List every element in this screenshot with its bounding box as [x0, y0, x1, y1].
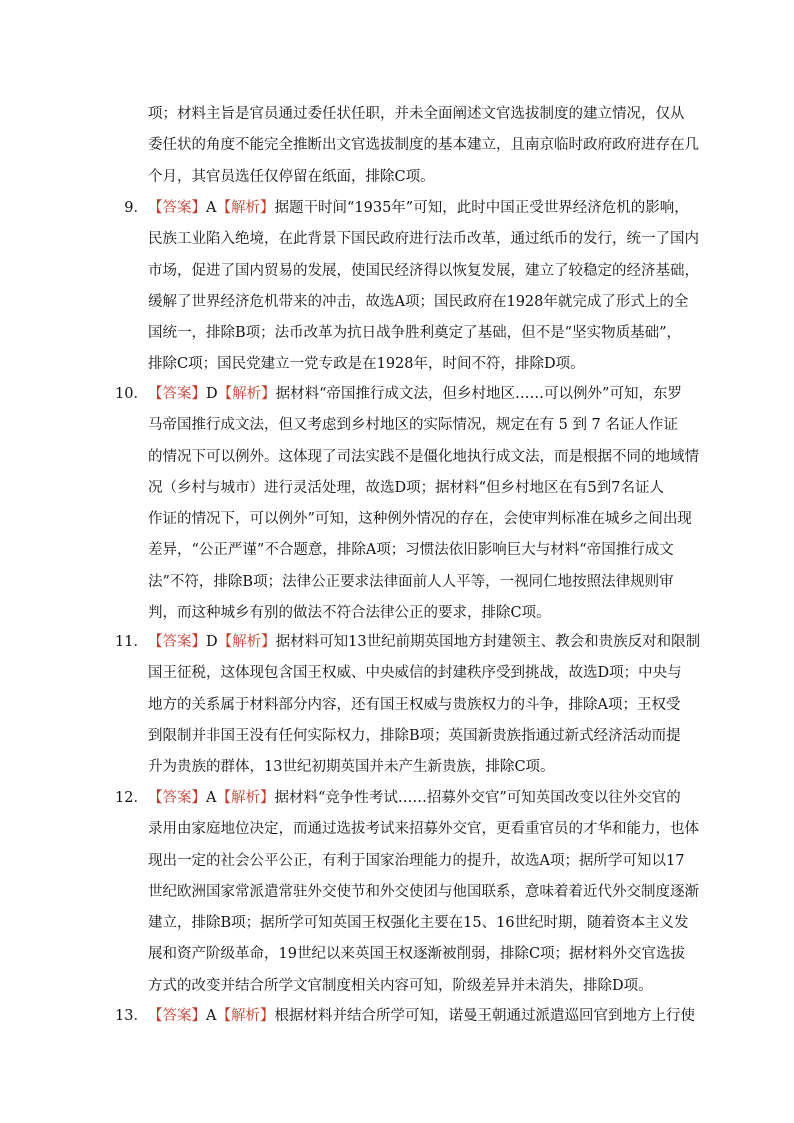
- answer-item-9: [124, 193, 699, 381]
- text-line: 建立，排除B项；据所学可知英国王权强化主要在15、16世纪时期，随着资本主义发: [148, 915, 689, 932]
- answer-letter: A: [206, 200, 217, 216]
- analysis-text: 根据材料并结合所学可知，诺曼王朝通过派遣巡回官到地方上行使: [274, 1008, 695, 1024]
- text-line: 到限制并非国王没有任何实际权力，排除B项；英国新贵族指通过新式经济活动而提: [148, 727, 681, 744]
- text-line: 展和资产阶级革命，19世纪以来英国王权逐渐被削弱，排除C项；据材料外交官选拔: [148, 946, 686, 963]
- text-line: 地方的关系属于材料部分内容，还有国王权威与贵族权力的斗争，排除A项；王权受: [148, 696, 681, 713]
- text-line: 马帝国推行成文法，但又考虑到乡村地区的实际情况，规定在有 5 到 7 名证人作证: [148, 417, 678, 434]
- text-line: 个月，其官员选任仅停留在纸面，排除C项。: [148, 168, 435, 185]
- answer-tag: 【答案】: [148, 386, 206, 402]
- text-line-first: [148, 627, 701, 658]
- text-line: 缓解了世界经济危机带来的冲击，故选A项；国民政府在1928年就完成了形式上的全: [148, 293, 689, 310]
- text-line: 况（乡村与城市）进行灵活处理，故选D项；据材料“但乡村地区在有5到7名证人: [148, 479, 664, 496]
- text-line: 差异，“公正严谨”不合题意，排除A项；习惯法依旧影响巨大与材料“帝国推行成文: [148, 542, 674, 559]
- text-line: 项；材料主旨是官员通过委任状任职，并未全面阐述文官选拔制度的建立情况，仅从: [148, 106, 685, 122]
- analysis-text: 据材料“帝国推行成文法，但乡村地区……可以例外”可知，东罗: [275, 386, 682, 402]
- answer-item-13: [115, 1001, 695, 1032]
- item-number: 13．: [115, 1008, 148, 1024]
- answer-letter: D: [206, 634, 218, 650]
- analysis-tag: 【解析】: [216, 1008, 275, 1024]
- item-number: 12．: [115, 790, 148, 806]
- answer-item-12: [115, 783, 699, 1002]
- item-number: 9．: [124, 200, 148, 216]
- text-line: 排除C项；国民党建立一党专政是在1928年，时间不符，排除D项。: [148, 356, 585, 373]
- answer-tag: 【答案】: [148, 1008, 206, 1024]
- text-line: 世纪欧洲国家常派遣常驻外交使节和外交使团与他国联系，意味着着近代外交制度逐渐: [148, 883, 699, 900]
- text-line-first: [148, 379, 682, 410]
- answer-tag: 【答案】: [148, 634, 206, 650]
- text-line: 民族工业陷入绝境，在此背景下国民政府进行法币改革，通过纸币的发行，统一了国内: [148, 231, 699, 248]
- answer-tag: 【答案】: [148, 790, 206, 806]
- text-line: 判，而这种城乡有别的做法不符合法律公正的要求，排除C项。: [148, 605, 551, 622]
- text-line: 升为贵族的群体，13世纪初期英国并未产生新贵族，排除C项。: [148, 759, 555, 776]
- item-number: 10．: [115, 386, 148, 402]
- answer-letter: D: [206, 386, 218, 402]
- text-line-first: [148, 1001, 695, 1032]
- text-line: 的情况下可以例外。这体现了司法实践不是僵化地执行成文法，而是根据不同的地域情: [148, 448, 699, 465]
- text-line-first: [148, 193, 689, 224]
- answer-item-11: [115, 627, 701, 783]
- text-line: 市场，促进了国内贸易的发展，使国民经济得以恢复发展，建立了较稳定的经济基础，: [148, 262, 699, 279]
- text-line: 国统一，排除B项；法币改革为抗日战争胜利奠定了基础，但不是“坚实物质基础”，: [148, 325, 681, 342]
- text-line-first: [148, 783, 681, 814]
- analysis-text: 据材料“竞争性考试……招募外交官”可知英国改变以往外交官的: [274, 790, 681, 806]
- analysis-text: 据题干时间“1935年”可知，此时中国正受世界经济危机的影响，: [274, 200, 689, 216]
- answer-letter: A: [206, 790, 217, 806]
- text-line: 作证的情况下，可以例外”可知，这种例外情况的存在，会使审判标准在城乡之间出现: [148, 511, 692, 528]
- analysis-tag: 【解析】: [216, 200, 275, 216]
- text-line: 委任状的角度不能完全推断出文官选拔制度的基本建立，且南京临时政府政府进存在几: [148, 137, 699, 154]
- text-line: 法”不符，排除B项；法律公正要求法律面前人人平等，一视同仁地按照法律规则审: [148, 573, 674, 590]
- analysis-tag: 【解析】: [217, 386, 276, 402]
- text-line: 现出一定的社会公平公正，有利于国家治理能力的提升，故选A项；据所学可知以17: [148, 852, 685, 869]
- answer-tag: 【答案】: [148, 200, 206, 216]
- text-line: 录用由家庭地位决定，而通过选拔考试来招募外交官，更看重官员的才华和能力，也体: [148, 821, 699, 838]
- item-number: 11．: [115, 634, 148, 650]
- text-line: 方式的改变并结合所学文官制度相关内容可知，阶级差异并未消失，排除D项。: [148, 977, 653, 994]
- text-line: 国王征税，这体现包含国王权威、中央威信的封建秩序受到挑战，故选D项；中央与: [148, 665, 682, 682]
- answer-item-10: [115, 379, 699, 629]
- analysis-tag: 【解析】: [216, 790, 275, 806]
- answer-letter: A: [206, 1008, 217, 1024]
- analysis-tag: 【解析】: [217, 634, 276, 650]
- answer-item-8-continued: [148, 99, 699, 193]
- analysis-text: 据材料可知13世纪前期英国地方封建领主、教会和贵族反对和限制: [275, 634, 701, 650]
